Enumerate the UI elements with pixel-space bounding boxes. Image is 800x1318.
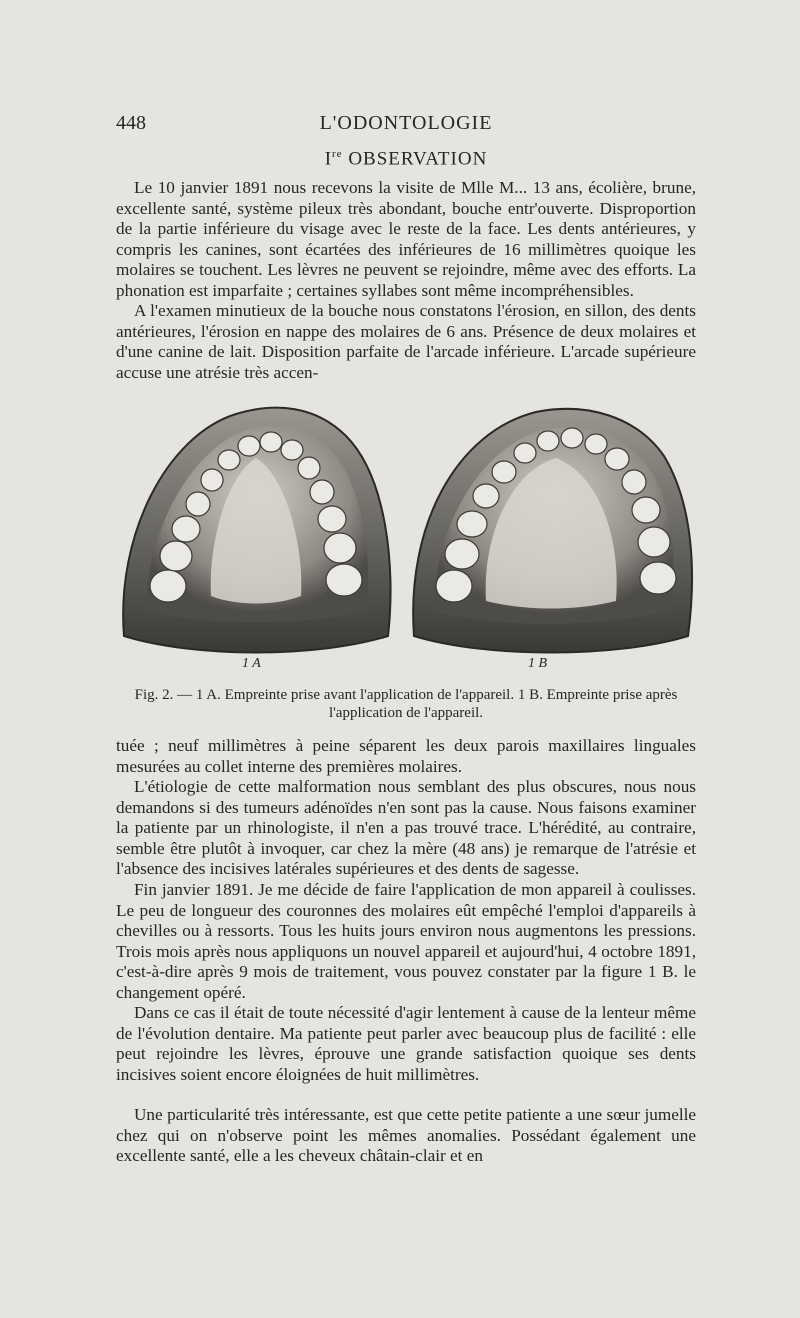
running-head	[116, 112, 696, 138]
cast-1b	[413, 409, 692, 653]
journal-title: L'ODONTOLOGIE	[319, 112, 493, 134]
paragraph-twin: Une particularité très intéressante, est que cette petite patiente a une sœur jumelle chez qui on n'observe point les mêmes anomalies. Possédant également une excellente santé, elle a les cheveux châtain-clair et en	[116, 1105, 696, 1165]
section-title	[116, 148, 696, 170]
paragraph-progress: Dans ce cas il était de toute nécessité d'agir lentement à cause de la lenteur même de l'évolution dentaire. Ma patiente peut parler avec beaucoup plus de facilité : elle peut rejoindre les lèvres, éprouve une grande satisfaction quoique ses dents incisives soient encore éloignées de huit millimètres.	[116, 1003, 696, 1084]
figure-dental-casts	[116, 396, 696, 686]
paragraph-intro: Le 10 janvier 1891 nous recevons la visite de Mlle M... 13 ans, écolière, brune, excellente santé, système pileux très abondant, bouche entr'ouverte. Disproportion de la partie inférieure du visage avec le reste de la face. Les dents antérieures, y compris les canines, sont écartées des inférieures de 16 millimètres quoique les molaires se touchent. Les lèvres ne peuvent se rejoindre, même avec des efforts. La phonation est imparfaite ; certaines syllabes sont même incompréhensibles.	[116, 178, 696, 300]
cast-1a	[123, 408, 390, 653]
page-number: 448	[116, 112, 146, 134]
paragraph-examination: A l'examen minutieux de la bouche nous constatons l'érosion, en sillon, des dents antérieures, l'érosion en nappe des molaires de 6 ans. Présence de deux molaires et d'une canine de lait. Disposition parfaite de l'arcade inférieure. L'arcade supérieure accuse une atrésie très accen-	[116, 301, 696, 382]
paragraph-continuation: tuée ; neuf millimètres à peine séparent les deux parois maxillaires linguales mesurées au collet interne des premières molaires.	[116, 736, 696, 776]
section-title-prefix: I	[324, 148, 333, 170]
figure-label-1a: 1 A	[242, 656, 261, 671]
figure-label-1b: 1 B	[528, 656, 548, 671]
section-title-sup: re	[332, 148, 343, 160]
paragraph-etiology: L'étiologie de cette malformation nous semblant des plus obscures, nous nous demandons si des tumeurs adénoïdes n'en sont pas la cause. Nous faisons examiner la patiente par un rhinologiste, il n'en a pas trouvé trace. L'hérédité, au contraire, semble être plutôt à invoquer, car chez la mère (48 ans) je remarque de l'atrésie et l'absence des incisives latérales supérieures et des dents de sagesse.	[116, 777, 696, 878]
dental-cast-illustration	[116, 396, 696, 686]
figure-caption: Fig. 2. — 1 A. Empreinte prise avant l'application de l'appareil. 1 B. Empreinte prise après l'application de l'appareil.	[134, 687, 678, 721]
section-title-rest: OBSERVATION	[342, 148, 488, 170]
paragraph-treatment: Fin janvier 1891. Je me décide de faire l'application de mon appareil à coulisses. Le peu de longueur des couronnes des molaires eût empêché l'emploi d'appareils à chevilles ou à ressorts. Tous les huits jours environ nous augmentons les pressions. Trois mois après nous appliquons un nouvel appareil et aujourd'hui, 4 octobre 1891, c'est-à-dire après 9 mois de traitement, vous pouvez constater par la figure 1 B. le changement opéré.	[116, 880, 696, 1002]
